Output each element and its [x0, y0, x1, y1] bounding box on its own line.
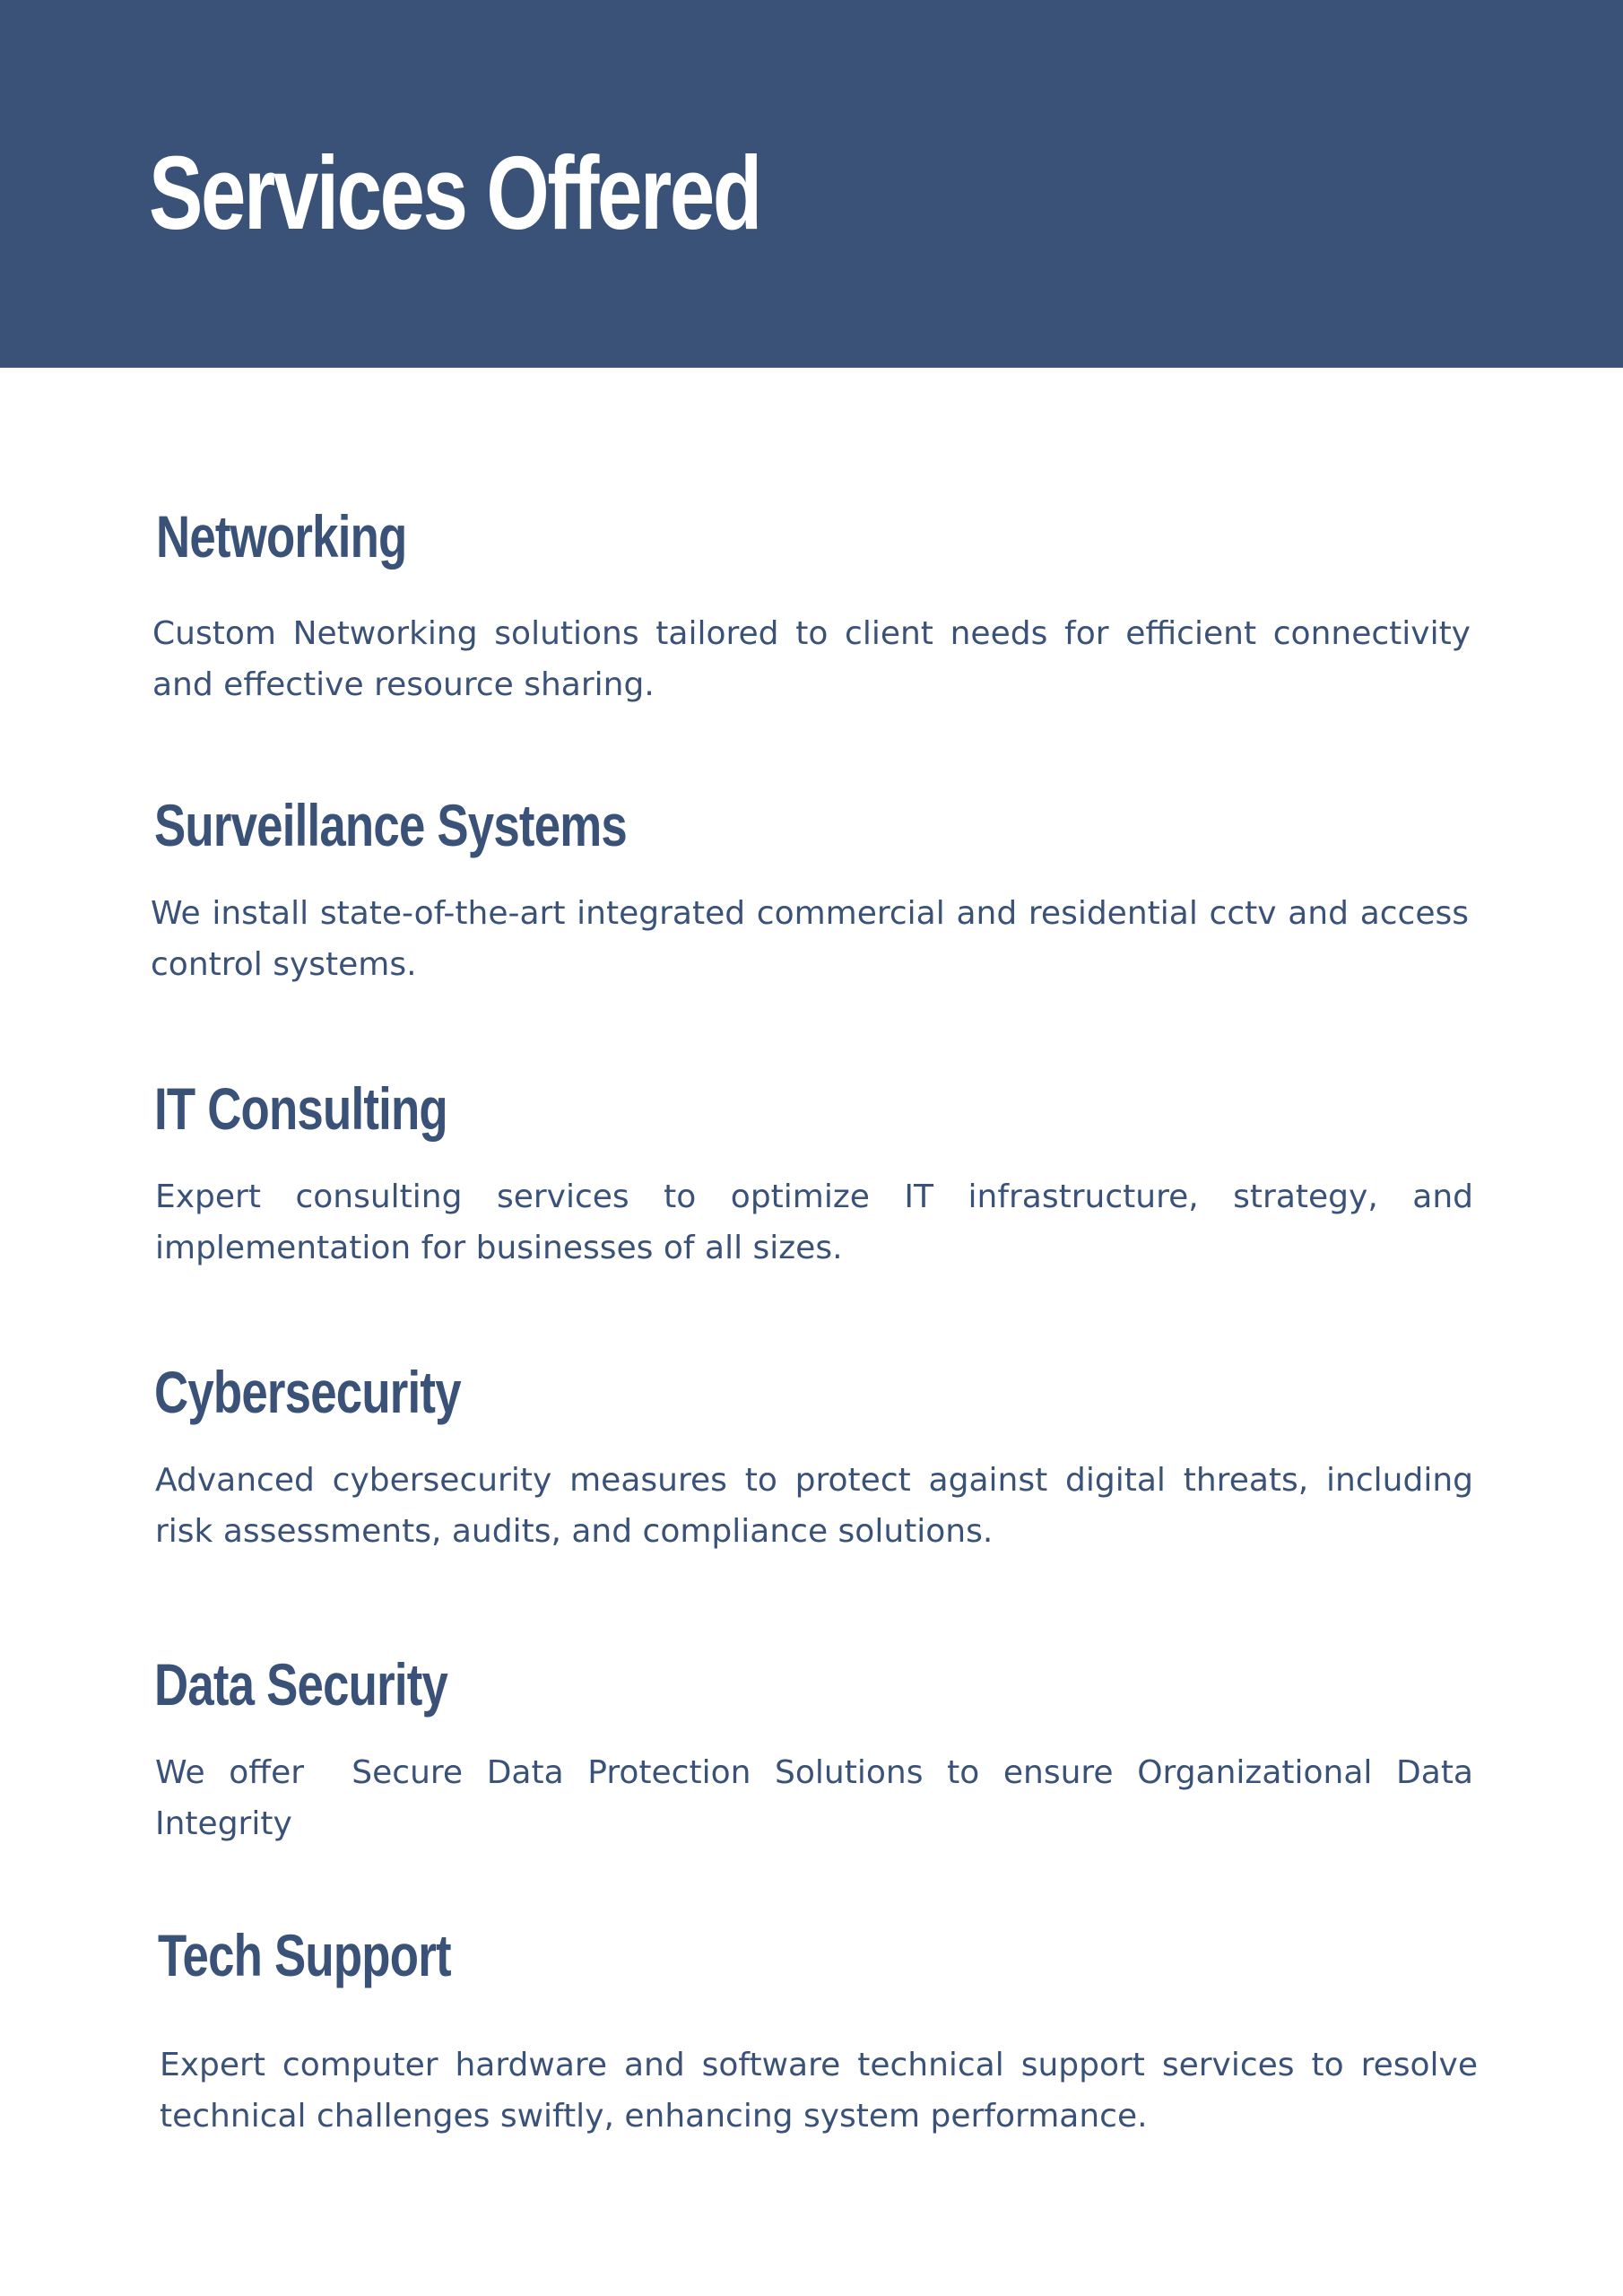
service-heading: Cybersecurity — [154, 1359, 461, 1425]
service-description: We offer Secure Data Protection Solutions to ensure Organizational Data Integrity — [155, 1754, 1484, 1842]
service-description: Custom Networking solutions tailored to client needs for efficient connectivity and effective resource sharing. — [152, 615, 1471, 703]
service-heading: Surveillance Systems — [154, 792, 627, 858]
service-heading: IT Consulting — [154, 1075, 447, 1142]
service-description: Advanced cybersecurity measures to protect against digital threats, including risk assessments, audits, and compliance solutions. — [155, 1462, 1473, 1550]
page-title: Services Offered — [149, 135, 760, 251]
service-description: Expert consulting services to optimize IT infrastructure, strategy, and implementation for businesses of all sizes. — [155, 1178, 1473, 1266]
header-band — [0, 0, 1623, 368]
service-description: Expert computer hardware and software technical support services to resolve technical challenges swiftly, enhancing system performance. — [160, 2047, 1478, 2135]
service-heading: Tech Support — [158, 1922, 451, 1988]
service-heading: Networking — [156, 503, 407, 570]
service-description: We install state-of-the-art integrated commercial and residential cctv and access control systems. — [151, 895, 1469, 983]
service-heading: Data Security — [154, 1651, 448, 1718]
